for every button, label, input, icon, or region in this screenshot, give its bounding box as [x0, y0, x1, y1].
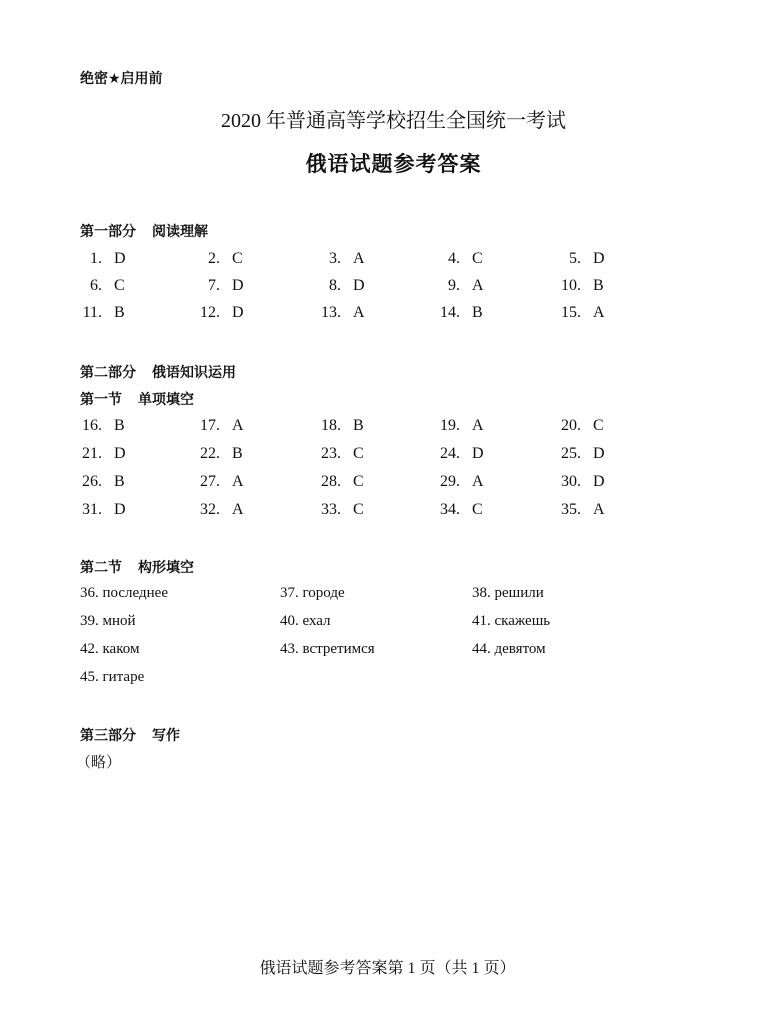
question-number: 13.: [321, 304, 341, 321]
answer-item: [192, 473, 244, 491]
answer-item: [192, 304, 244, 322]
answer-letter: C: [593, 417, 604, 434]
answer-letter: C: [472, 501, 483, 518]
fill-answer: 38. решили: [472, 585, 544, 601]
question-number: 1.: [90, 250, 102, 267]
answer-item: [313, 277, 365, 295]
answer-item: [74, 304, 125, 322]
answer-item: [192, 250, 243, 268]
question-number: 27.: [200, 473, 220, 490]
answer-letter: D: [232, 304, 244, 321]
answer-letter: D: [114, 250, 126, 267]
answer-item: [313, 417, 364, 435]
answer-item: [74, 445, 126, 463]
question-number: 18.: [321, 417, 341, 434]
answer-item: [553, 304, 605, 322]
part1-heading: [80, 221, 208, 241]
question-number: 26.: [82, 473, 102, 490]
answer-letter: B: [593, 277, 604, 294]
answer-letter: B: [232, 445, 243, 462]
answer-item: [74, 501, 126, 519]
part3-heading: [80, 725, 180, 745]
answer-letter: D: [593, 473, 605, 490]
question-number: 4.: [448, 250, 460, 267]
answer-item: [553, 417, 604, 435]
part3-title: 第三部分: [80, 728, 136, 744]
answer-letter: C: [114, 277, 125, 294]
answer-letter: B: [472, 304, 483, 321]
part2-subtitle: 俄语知识运用: [152, 365, 236, 381]
answer-item: [313, 473, 364, 491]
answer-item: [192, 277, 244, 295]
answer-item: [192, 445, 243, 463]
answer-letter: D: [472, 445, 484, 462]
question-number: 17.: [200, 417, 220, 434]
answer-item: [553, 250, 605, 268]
question-number: 28.: [321, 473, 341, 490]
answer-item: [74, 277, 125, 295]
answer-item: [192, 417, 244, 435]
answer-letter: A: [472, 473, 484, 490]
answer-item: [313, 304, 365, 322]
answer-letter: D: [353, 277, 365, 294]
question-number: 19.: [440, 417, 460, 434]
answer-letter: B: [353, 417, 364, 434]
question-number: 8.: [329, 277, 341, 294]
fill-answer: 43. встретимся: [280, 641, 375, 657]
answer-letter: C: [353, 473, 364, 490]
answer-item: [432, 445, 484, 463]
answer-letter: A: [472, 417, 484, 434]
page-footer: 俄语试题参考答案第 1 页（共 1 页）: [259, 960, 516, 977]
section2-subtitle: 构形填空: [138, 560, 194, 576]
question-number: 6.: [90, 277, 102, 294]
answer-item: [74, 250, 126, 268]
question-number: 12.: [200, 304, 220, 321]
question-number: 20.: [561, 417, 581, 434]
answer-letter: D: [593, 250, 605, 267]
answer-letter: A: [232, 417, 244, 434]
answer-letter: D: [593, 445, 605, 462]
answer-item: [432, 250, 483, 268]
question-number: 2.: [208, 250, 220, 267]
question-number: 11.: [82, 304, 102, 321]
answer-item: [192, 501, 244, 519]
answer-letter: D: [232, 277, 244, 294]
question-number: 29.: [440, 473, 460, 490]
answer-letter: A: [353, 250, 365, 267]
question-number: 30.: [561, 473, 581, 490]
question-number: 33.: [321, 501, 341, 518]
answer-letter: B: [114, 473, 125, 490]
section2-title: 第二节: [80, 560, 122, 576]
question-number: 24.: [440, 445, 460, 462]
question-number: 25.: [561, 445, 581, 462]
answer-item: [553, 445, 605, 463]
question-number: 22.: [200, 445, 220, 462]
answer-letter: B: [114, 417, 125, 434]
fill-answer: 37. городе: [280, 585, 345, 601]
part3-subtitle: 写作: [152, 728, 180, 744]
question-number: 31.: [82, 501, 102, 518]
answer-letter: A: [593, 304, 605, 321]
answer-item: [432, 473, 484, 491]
confidential-label: 绝密★启用前: [80, 71, 163, 87]
section1-heading: [80, 389, 194, 409]
section1-subtitle: 单项填空: [138, 392, 194, 408]
fill-answer: 45. гитаре: [80, 669, 145, 685]
answer-letter: D: [114, 501, 126, 518]
question-number: 5.: [569, 250, 581, 267]
question-number: 32.: [200, 501, 220, 518]
fill-answer: 40. ехал: [280, 613, 331, 629]
answer-letter: A: [232, 501, 244, 518]
answer-item: [432, 417, 484, 435]
question-number: 16.: [82, 417, 102, 434]
answer-item: [313, 445, 364, 463]
part1-subtitle: 阅读理解: [152, 224, 208, 240]
part2-title: 第二部分: [80, 365, 136, 381]
answer-item: [74, 473, 125, 491]
answer-item: [553, 501, 605, 519]
question-number: 9.: [448, 277, 460, 294]
section1-title: 第一节: [80, 392, 122, 408]
fill-answer: 41. скажешь: [472, 613, 551, 629]
answer-item: [313, 250, 365, 268]
fill-answer: 39. мной: [80, 613, 136, 629]
question-number: 35.: [561, 501, 581, 518]
answer-letter: A: [232, 473, 244, 490]
answer-letter: C: [353, 501, 364, 518]
question-number: 23.: [321, 445, 341, 462]
answer-item: [74, 417, 125, 435]
answer-letter: A: [593, 501, 605, 518]
question-number: 14.: [440, 304, 460, 321]
answer-letter: A: [472, 277, 484, 294]
question-number: 34.: [440, 501, 460, 518]
part3-content: （略）: [76, 755, 122, 771]
question-number: 10.: [561, 277, 581, 294]
answer-letter: B: [114, 304, 125, 321]
answer-item: [432, 277, 484, 295]
answer-letter: C: [232, 250, 243, 267]
exam-title: 2020 年普通高等学校招生全国统一考试: [221, 110, 566, 132]
answer-item: [553, 473, 605, 491]
answer-letter: D: [114, 445, 126, 462]
question-number: 7.: [208, 277, 220, 294]
answer-letter: C: [472, 250, 483, 267]
answer-item: [313, 501, 364, 519]
document-title: 俄语试题参考答案: [305, 152, 482, 176]
fill-answer: 44. девятом: [472, 641, 546, 657]
part1-title: 第一部分: [80, 224, 136, 240]
answer-letter: A: [353, 304, 365, 321]
section2-heading: [80, 557, 194, 577]
part2-heading: [80, 362, 236, 382]
question-number: 15.: [561, 304, 581, 321]
question-number: 3.: [329, 250, 341, 267]
answer-letter: C: [353, 445, 364, 462]
answer-item: [432, 304, 483, 322]
fill-answer: 42. каком: [80, 641, 140, 657]
question-number: 21.: [82, 445, 102, 462]
fill-answer: 36. последнее: [80, 585, 168, 601]
answer-item: [553, 277, 604, 295]
answer-item: [432, 501, 483, 519]
